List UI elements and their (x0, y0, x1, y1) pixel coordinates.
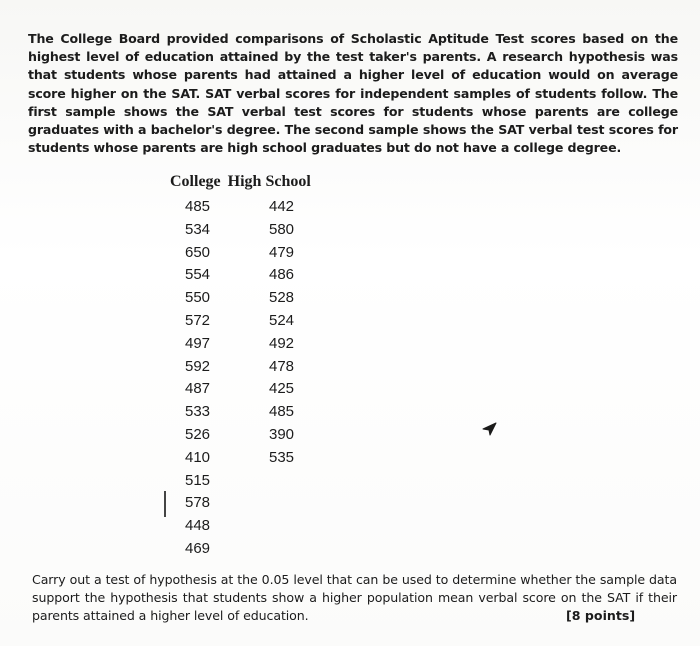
high-school-score-cell: 524 (269, 311, 295, 329)
college-score-cell: 550 (185, 289, 211, 307)
college-score-cell: 448 (185, 517, 211, 535)
column-header-college: College (170, 173, 221, 190)
high-school-score-cell: 486 (269, 266, 295, 284)
high-school-score-cell: 478 (269, 357, 295, 375)
college-score-cell: 534 (185, 220, 211, 238)
points-label: [8 points] (566, 608, 636, 623)
college-score-cell: 515 (185, 471, 211, 489)
high-school-score-cell: 492 (269, 334, 295, 352)
text-cursor-icon (164, 491, 166, 517)
column-header-high-school: High School (227, 173, 311, 190)
college-score-cell: 485 (185, 198, 211, 215)
college-score-cell: 533 (185, 403, 211, 421)
college-score-cell: 554 (185, 266, 211, 284)
college-score-cell: 469 (185, 539, 211, 557)
college-score-cell: 526 (185, 425, 211, 443)
mouse-pointer-icon (481, 419, 499, 437)
college-score-cell: 650 (185, 243, 211, 261)
question-text: Carry out a test of hypothesis at the 0.05 level that can be used to determine whether the sample data support the hypothesis that students show a higher population mean verbal score on the SAT if their parents attained a higher level of education. (32, 572, 677, 624)
high-school-scores-column (269, 196, 294, 470)
high-school-score-cell: 580 (269, 220, 295, 238)
high-school-score-cell: 479 (269, 243, 295, 261)
college-score-cell: 487 (185, 380, 211, 398)
problem-statement: The College Board provided comparisons of Scholastic Aptitude Test scores based on the highest level of education attained by the test taker's parents. A research hypothesis was that students whose parents had attained a higher level of education would on average score higher on the SAT. SAT verbal scores for independent samples of students follow. The first sample shows the SAT verbal test scores for students whose parents are college graduates with a bachelor's degree. The second sample shows the SAT verbal test scores for students whose parents are high school graduates but do not have a college degree. (28, 31, 678, 156)
high-school-score-cell: 535 (269, 448, 295, 466)
college-score-cell: 497 (185, 334, 211, 352)
table-header (170, 173, 311, 191)
high-school-score-cell: 442 (269, 198, 295, 215)
college-score-cell: 578 (185, 494, 211, 512)
college-score-cell: 592 (185, 357, 211, 375)
high-school-score-cell: 390 (269, 425, 295, 443)
high-school-score-cell: 485 (269, 403, 295, 421)
high-school-score-cell: 528 (269, 289, 295, 307)
high-school-score-cell: 425 (269, 380, 295, 398)
college-scores-column (185, 196, 210, 561)
college-score-cell: 572 (185, 311, 211, 329)
college-score-cell: 410 (185, 448, 211, 466)
